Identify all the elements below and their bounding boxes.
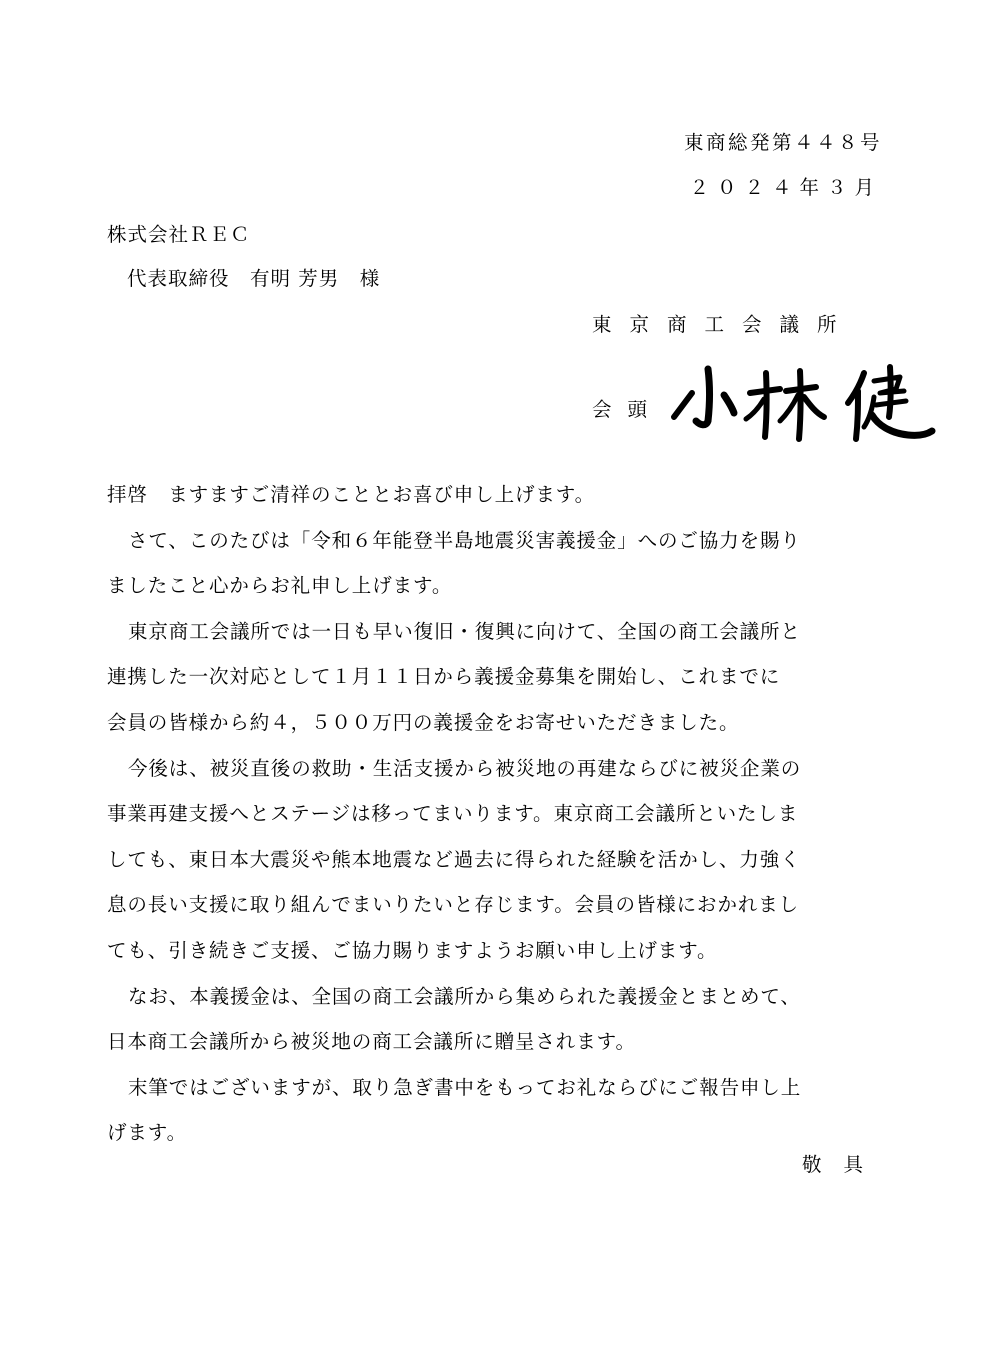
handwritten-signature <box>668 355 938 445</box>
body-line: 会員の皆様から約４，５００万円の義援金をお寄せいただきました。 <box>107 710 740 734</box>
sender-title: 会頭 <box>592 398 664 421</box>
body-line: 息の長い支援に取り組んでまいりたいと存じます。会員の皆様におかれまし <box>107 893 800 917</box>
body-line: 拝啓 ますますご清祥のこととお喜び申し上げます。 <box>107 483 596 506</box>
document-date: ２０２４年３月 <box>689 176 882 199</box>
letter-body <box>107 482 887 1166</box>
body-line: 東京商工会議所では一日も早い復旧・復興に向けて、全国の商工会議所と <box>128 619 801 643</box>
body-line: ましたこと心からお礼申し上げます。 <box>107 574 453 598</box>
body-line: しても、東日本大震災や熊本地震など過去に得られた経験を活かし、力強く <box>107 847 801 871</box>
body-line: げます。 <box>107 1121 188 1145</box>
recipient-person: 代表取締役 有明 芳男 様 <box>127 267 381 290</box>
closing-phrase: 敬具 <box>801 1153 885 1176</box>
body-line: なお、本義援金は、全国の商工会議所から集められた義援金とまとめて、 <box>128 984 801 1008</box>
body-line: さて、このたびは「令和６年能登半島地震災害義援金」へのご協力を賜り <box>128 528 801 552</box>
document-number: 東商総発第４４８号 <box>683 131 882 154</box>
body-line: 連携した一次対応として１月１１日から義援金募集を開始し、これまでに <box>107 665 781 689</box>
body-line: 事業再建支援へとステージは移ってまいります。東京商工会議所といたしま <box>107 802 799 826</box>
recipient-company: 株式会社ＲＥＣ <box>107 223 251 246</box>
body-line: ても、引き続きご支援、ご協力賜りますようお願い申し上げます。 <box>107 938 718 962</box>
sender-organization: 東京商工会議所 <box>592 313 855 336</box>
body-line: 末筆ではございますが、取り急ぎ書中をもってお礼ならびにご報告申し上 <box>128 1075 802 1099</box>
body-line: 今後は、被災直後の救助・生活支援から被災地の再建ならびに被災企業の <box>128 756 802 780</box>
body-line: 日本商工会議所から被災地の商工会議所に贈呈されます。 <box>107 1030 636 1054</box>
